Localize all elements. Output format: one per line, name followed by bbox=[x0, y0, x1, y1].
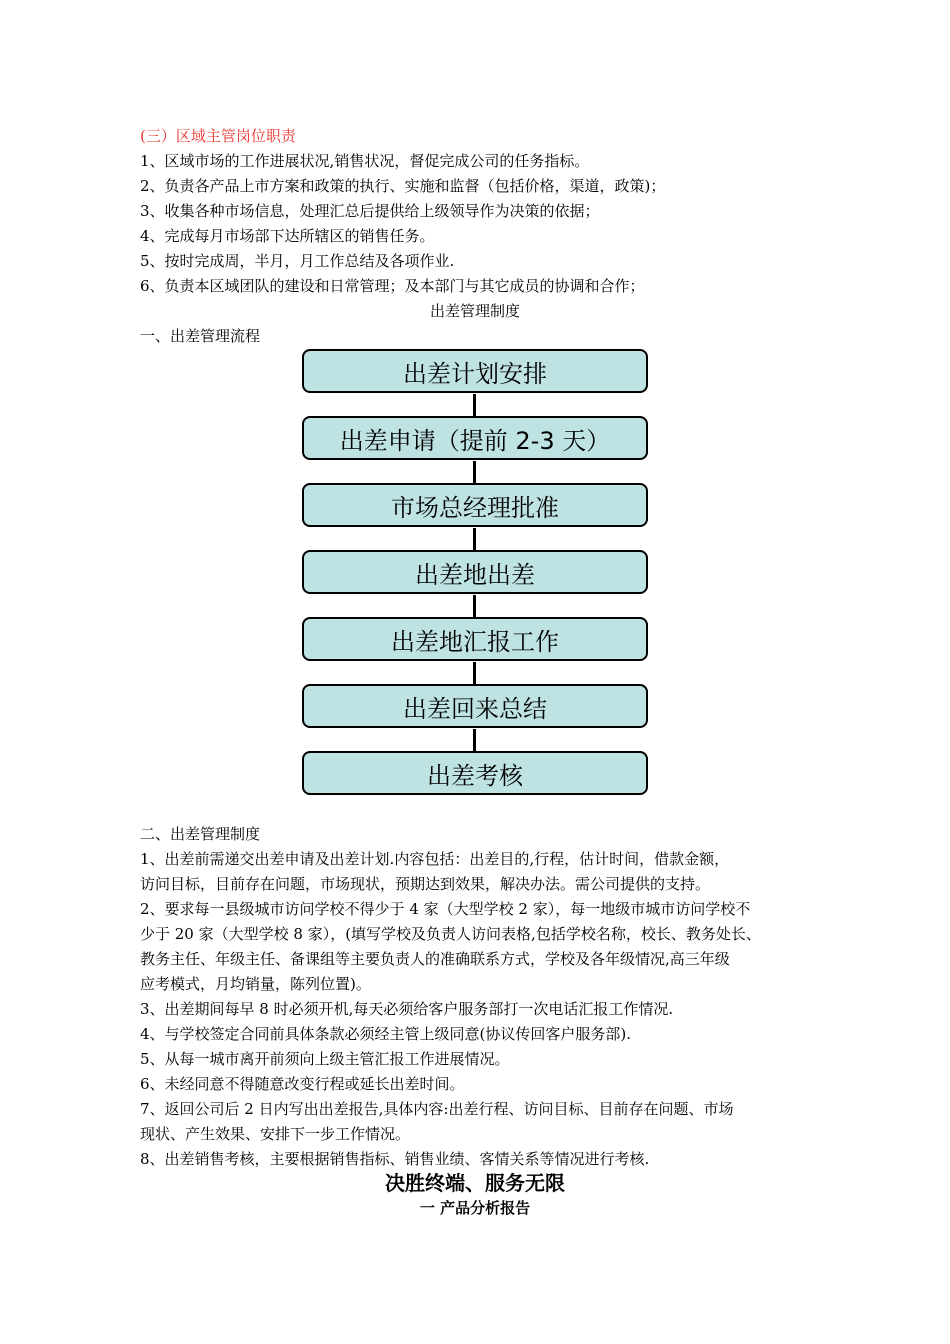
duty-item: 4、完成每月市场部下达所辖区的销售任务。 bbox=[140, 227, 435, 245]
duty-item: 2、负责各产品上市方案和政策的执行、实施和监督（包括价格，渠道，政策)； bbox=[140, 177, 666, 195]
rule-line: 教务主任、年级主任、备课组等主要负责人的准确联系方式，学校及各年级情况,高三年级 bbox=[140, 950, 730, 968]
travel-title: 出差管理制度 bbox=[429, 302, 520, 320]
flow-step-report: 出差地汇报工作 bbox=[302, 617, 648, 661]
rule-line: 3、出差期间每早 8 时必须开机,每天必须给客户服务部打一次电话汇报工作情况. bbox=[140, 1000, 674, 1018]
rule-line: 8、出差销售考核，主要根据销售指标、销售业绩、客情关系等情况进行考核. bbox=[140, 1150, 650, 1168]
process-heading: 一、出差管理流程 bbox=[140, 327, 261, 345]
flow-connector bbox=[473, 528, 476, 550]
flow-step-travel: 出差地出差 bbox=[302, 550, 648, 594]
duty-item: 6、负责本区域团队的建设和日常管理；及本部门与其它成员的协调和合作； bbox=[140, 277, 645, 295]
rule-line: 应考模式，月均销量，陈列位置)。 bbox=[140, 975, 371, 993]
rule-line: 2、要求每一县级城市访问学校不得少于 4 家（大型学校 2 家），每一地级市城市访问学校不 bbox=[140, 900, 751, 918]
flow-step-evaluate: 出差考核 bbox=[302, 751, 648, 795]
flow-step-plan: 出差计划安排 bbox=[302, 349, 648, 393]
rule-line: 少于 20 家（大型学校 8 家），(填写学校及负责人访问表格,包括学校名称，校长、教务处长、 bbox=[140, 925, 761, 943]
flow-connector bbox=[473, 394, 476, 416]
rule-line: 7、返回公司后 2 日内写出出差报告,具体内容:出差行程、访问目标、目前存在问题、市场 bbox=[140, 1100, 734, 1118]
duty-item: 1、区域市场的工作进展状况,销售状况，督促完成公司的任务指标。 bbox=[140, 152, 590, 170]
rule-line: 5、从每一城市离开前须向上级主管汇报工作进展情况。 bbox=[140, 1050, 510, 1068]
flow-connector bbox=[473, 729, 476, 751]
rule-line: 现状、产生效果、安排下一步工作情况。 bbox=[140, 1125, 411, 1143]
flow-connector bbox=[473, 595, 476, 617]
flow-connector bbox=[473, 461, 476, 483]
flow-connector bbox=[473, 662, 476, 684]
main-title: 决胜终端、服务无限 bbox=[385, 1171, 565, 1195]
rule-line: 6、未经同意不得随意改变行程或延长出差时间。 bbox=[140, 1075, 465, 1093]
duty-item: 5、按时完成周，半月，月工作总结及各项作业. bbox=[140, 252, 455, 270]
rule-line: 1、出差前需递交出差申请及出差计划.内容包括：出差目的,行程，估计时间，借款金额， bbox=[140, 850, 730, 868]
flow-step-summary: 出差回来总结 bbox=[302, 684, 648, 728]
flow-step-apply: 出差申请（提前 2-3 天） bbox=[302, 416, 648, 460]
rule-line: 4、与学校签定合同前具体条款必须经主管上级同意(协议传回客户服务部). bbox=[140, 1025, 632, 1043]
rules-heading: 二、出差管理制度 bbox=[140, 825, 261, 843]
duty-item: 3、收集各种市场信息，处理汇总后提供给上级领导作为决策的依据； bbox=[140, 202, 600, 220]
sub-title: 一 产品分析报告 bbox=[419, 1199, 531, 1217]
flow-step-approve: 市场总经理批准 bbox=[302, 483, 648, 527]
section-heading: (三）区域主管岗位职责 bbox=[140, 127, 296, 145]
rule-line: 访问目标，目前存在问题，市场现状，预期达到效果，解决办法。需公司提供的支持。 bbox=[140, 875, 711, 893]
